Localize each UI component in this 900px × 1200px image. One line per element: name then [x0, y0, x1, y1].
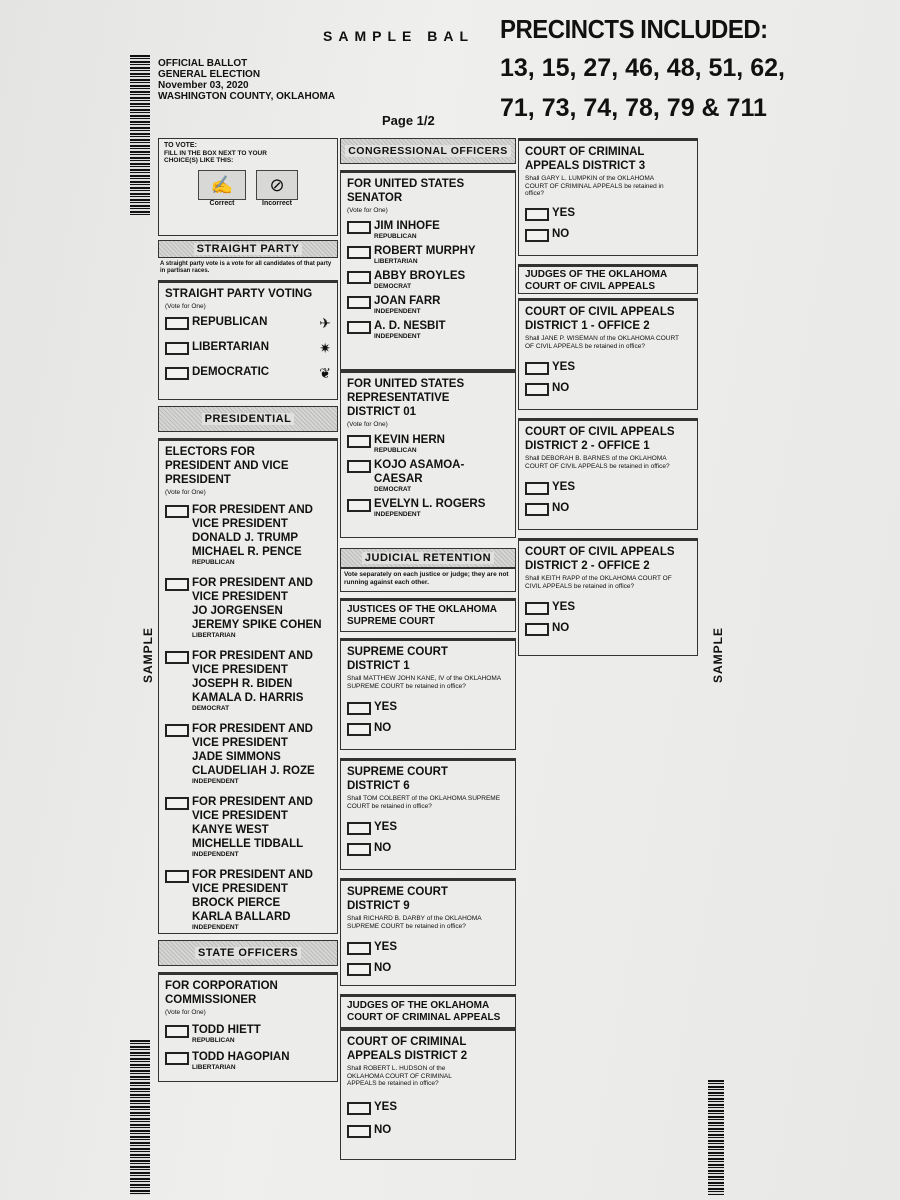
no-option[interactable]: NO — [525, 381, 691, 396]
sample-ballot-heading: SAMPLE BAL — [323, 28, 474, 44]
ballot-header-line: November 03, 2020 — [158, 80, 249, 91]
vote-box[interactable] — [165, 870, 189, 883]
ballot-header-line: WASHINGTON COUNTY, OKLAHOMA — [158, 91, 336, 102]
senate-race — [340, 170, 516, 370]
incorrect-mark-icon: ⊘ — [256, 170, 298, 200]
civil-appeals-header: JUDGES OF THE OKLAHOMA COURT OF CIVIL APPEALS — [518, 264, 698, 294]
vote-box[interactable] — [525, 503, 549, 516]
side-label-left: SAMPLE — [141, 626, 156, 684]
precincts-included — [500, 14, 830, 125]
column-1 — [158, 138, 338, 1082]
race-title: FOR UNITED STATES REPRESENTATIVE DISTRICT 01 — [347, 378, 465, 418]
vote-box[interactable] — [347, 460, 371, 473]
vote-box[interactable] — [525, 208, 549, 221]
vote-for: (Vote for One) — [165, 489, 206, 496]
judicial-note: Vote separately on each justice or judge; they are not running against each other. — [340, 568, 516, 592]
candidate[interactable]: TODD HAGOPIAN LIBERTARIAN — [165, 1050, 331, 1071]
no-option[interactable]: NO — [525, 501, 691, 516]
race-title: STRAIGHT PARTY VOTING — [165, 288, 313, 300]
column-3 — [518, 138, 698, 656]
retention-race: COURT OF CIVIL APPEALS DISTRICT 2 - OFFICE 2 Shall KEITH RAPP of the OKLAHOMA COURT OF CIVIL APPEALS be retained in office? YES NO — [518, 538, 698, 656]
vote-box[interactable] — [347, 942, 371, 955]
incorrect-label: Incorrect — [262, 200, 292, 207]
vote-box[interactable] — [347, 723, 371, 736]
presidential-race — [158, 438, 338, 934]
correct-label: Correct — [209, 200, 235, 207]
supreme-court-header: JUSTICES OF THE OKLAHOMA SUPREME COURT — [340, 598, 516, 632]
vote-box[interactable] — [165, 1052, 189, 1065]
candidate[interactable]: ABBY BROYLES DEMOCRAT — [347, 269, 509, 290]
yes-option[interactable]: YES — [347, 940, 509, 955]
retention-race: COURT OF CIVIL APPEALS DISTRICT 2 - OFFICE 1 Shall DEBORAH B. BARNES of the OKLAHOMA COURT OF CIVIL APPEALS be retained in office? YES NO — [518, 418, 698, 530]
vote-box[interactable] — [347, 843, 371, 856]
yes-option[interactable]: YES — [347, 820, 509, 835]
no-option[interactable]: NO — [347, 961, 509, 976]
vote-box[interactable] — [525, 482, 549, 495]
precincts-line-2: 71, 73, 74, 78, 79 & 711 — [500, 94, 767, 122]
vote-box[interactable] — [525, 602, 549, 615]
instructions-text: FILL IN THE BOX NEXT TO YOUR CHOICE(S) LIKE THIS: — [164, 150, 267, 164]
no-option[interactable]: NO — [347, 841, 509, 856]
precincts-title: PRECINCTS INCLUDED: — [500, 14, 768, 44]
race-title: FOR UNITED STATES SENATOR — [347, 178, 465, 204]
candidate[interactable]: TODD HIETT REPUBLICAN — [165, 1023, 331, 1044]
vote-box[interactable] — [347, 271, 371, 284]
yes-option[interactable]: YES — [525, 360, 691, 375]
no-option[interactable]: NO — [347, 721, 509, 736]
vote-box[interactable] — [165, 651, 189, 664]
side-label-right: SAMPLE — [711, 626, 726, 684]
instructions — [158, 138, 338, 236]
no-option[interactable]: NO — [525, 227, 691, 242]
candidate[interactable]: A. D. NESBIT INDEPENDENT — [347, 319, 509, 340]
candidate[interactable]: JIM INHOFE REPUBLICAN — [347, 219, 509, 240]
candidate-ticket[interactable]: FOR PRESIDENT AND VICE PRESIDENT BROCK PIERCE KARLA BALLARD INDEPENDENT — [165, 868, 331, 931]
vote-box[interactable] — [347, 822, 371, 835]
option-libertarian[interactable]: LIBERTARIAN ✷ — [165, 340, 331, 357]
candidate[interactable]: ROBERT MURPHY LIBERTARIAN — [347, 244, 509, 265]
column-2 — [340, 138, 516, 1160]
representative-race — [340, 370, 516, 538]
yes-option[interactable]: YES — [525, 206, 691, 221]
vote-box[interactable] — [525, 229, 549, 242]
vote-for: (Vote for One) — [347, 421, 388, 428]
candidate-ticket[interactable]: FOR PRESIDENT AND VICE PRESIDENT JADE SIMMONS CLAUDELIAH J. ROZE INDEPENDENT — [165, 722, 331, 785]
vote-box[interactable] — [165, 797, 189, 810]
candidate-ticket[interactable]: FOR PRESIDENT AND VICE PRESIDENT JOSEPH R. BIDEN KAMALA D. HARRIS DEMOCRAT — [165, 649, 331, 712]
vote-box[interactable] — [347, 1102, 371, 1115]
retention-race: COURT OF CIVIL APPEALS DISTRICT 1 - OFFICE 2 Shall JANE P. WISEMAN of the OKLAHOMA COURT OF CIVIL APPEALS be retained in office? YES NO — [518, 298, 698, 410]
vote-box[interactable] — [347, 963, 371, 976]
vote-box[interactable] — [347, 1125, 371, 1138]
retention-race: SUPREME COURT DISTRICT 6 Shall TOM COLBERT of the OKLAHOMA SUPREME COURT be retained in office? YES NO — [340, 758, 516, 870]
vote-box[interactable] — [347, 246, 371, 259]
vote-box[interactable] — [525, 383, 549, 396]
yes-option[interactable]: YES — [347, 1100, 509, 1115]
straight-party-band: STRAIGHT PARTY — [158, 240, 338, 258]
race-title: ELECTORS FOR PRESIDENT AND VICE PRESIDENT — [165, 446, 289, 486]
candidate-ticket[interactable]: FOR PRESIDENT AND VICE PRESIDENT DONALD J. TRUMP MICHAEL R. PENCE REPUBLICAN — [165, 503, 331, 566]
ballot-header — [158, 58, 335, 102]
vote-box[interactable] — [165, 367, 189, 380]
candidate[interactable]: EVELYN L. ROGERS INDEPENDENT — [347, 497, 509, 518]
yes-option[interactable]: YES — [525, 600, 691, 615]
vote-box[interactable] — [525, 362, 549, 375]
vote-box[interactable] — [347, 435, 371, 448]
no-option[interactable]: NO — [347, 1123, 509, 1138]
ballot-header-line: OFFICIAL BALLOT — [158, 58, 248, 69]
vote-box[interactable] — [347, 221, 371, 234]
vote-box[interactable] — [165, 724, 189, 737]
eagle-icon: ✈ — [319, 314, 331, 331]
yes-option[interactable]: YES — [347, 700, 509, 715]
no-option[interactable]: NO — [525, 621, 691, 636]
candidate-ticket[interactable]: FOR PRESIDENT AND VICE PRESIDENT KANYE WEST MICHELLE TIDBALL INDEPENDENT — [165, 795, 331, 858]
vote-for: (Vote for One) — [347, 207, 388, 214]
race-title: FOR CORPORATION COMMISSIONER — [165, 980, 278, 1006]
timing-marks-bottom-right — [708, 1080, 724, 1195]
ballot-header-line: GENERAL ELECTION — [158, 69, 261, 80]
vote-box[interactable] — [347, 702, 371, 715]
option-republican[interactable]: REPUBLICAN ✈ — [165, 315, 331, 332]
timing-marks-top-left — [130, 55, 150, 215]
retention-race: COURT OF CRIMINAL APPEALS DISTRICT 3 Shall GARY L. LUMPKIN of the OKLAHOMA COURT OF CRIMINAL APPEALS be retained in office? YES NO — [518, 138, 698, 256]
vote-for: (Vote for One) — [165, 303, 206, 310]
vote-box[interactable] — [165, 578, 189, 591]
yes-option[interactable]: YES — [525, 480, 691, 495]
retention-race: COURT OF CRIMINAL APPEALS DISTRICT 2 Shall ROBERT L. HUDSON of the OKLAHOMA COURT OF CRIMINAL APPEALS be retained in office? YES NO — [340, 1028, 516, 1160]
vote-box[interactable] — [165, 342, 189, 355]
vote-box[interactable] — [347, 321, 371, 334]
vote-box[interactable] — [347, 499, 371, 512]
judicial-retention-band: JUDICIAL RETENTION — [340, 548, 516, 568]
corporation-commissioner-race — [158, 972, 338, 1082]
congressional-band: CONGRESSIONAL OFFICERS — [340, 138, 516, 164]
candidate[interactable]: KOJO ASAMOA-CAESAR DEMOCRAT — [347, 458, 509, 493]
retention-race: SUPREME COURT DISTRICT 1 Shall MATTHEW JOHN KANE, IV of the OKLAHOMA SUPREME COURT be retained in office? YES NO — [340, 638, 516, 750]
candidate[interactable]: JOAN FARR INDEPENDENT — [347, 294, 509, 315]
precincts-line-1: 13, 15, 27, 46, 48, 51, 62, — [500, 54, 785, 82]
candidate-ticket[interactable]: FOR PRESIDENT AND VICE PRESIDENT JO JORGENSEN JEREMY SPIKE COHEN LIBERTARIAN — [165, 576, 331, 639]
state-officers-band: STATE OFFICERS — [158, 940, 338, 966]
correct-mark-icon: ✍ — [198, 170, 246, 200]
instructions-title: TO VOTE: — [164, 142, 197, 149]
retention-race: SUPREME COURT DISTRICT 9 Shall RICHARD B. DARBY of the OKLAHOMA SUPREME COURT be retained in office? YES NO — [340, 878, 516, 986]
vote-for: (Vote for One) — [165, 1009, 206, 1016]
straight-party-note: A straight party vote is a vote for all candidates of that party in partisan races. — [160, 261, 332, 274]
presidential-band: PRESIDENTIAL — [158, 406, 338, 432]
vote-box[interactable] — [525, 623, 549, 636]
vote-box[interactable] — [165, 1025, 189, 1038]
straight-party-race — [158, 280, 338, 400]
porcupine-icon: ✷ — [319, 339, 331, 356]
rooster-icon: ❦ — [319, 364, 331, 381]
page-number: Page 1/2 — [382, 113, 435, 128]
vote-box[interactable] — [347, 296, 371, 309]
option-democratic[interactable]: DEMOCRATIC ❦ — [165, 365, 331, 382]
timing-marks-bottom-left — [130, 1040, 150, 1195]
vote-box[interactable] — [165, 317, 189, 330]
vote-box[interactable] — [165, 505, 189, 518]
criminal-appeals-header: JUDGES OF THE OKLAHOMA COURT OF CRIMINAL APPEALS — [340, 994, 516, 1028]
candidate[interactable]: KEVIN HERN REPUBLICAN — [347, 433, 509, 454]
